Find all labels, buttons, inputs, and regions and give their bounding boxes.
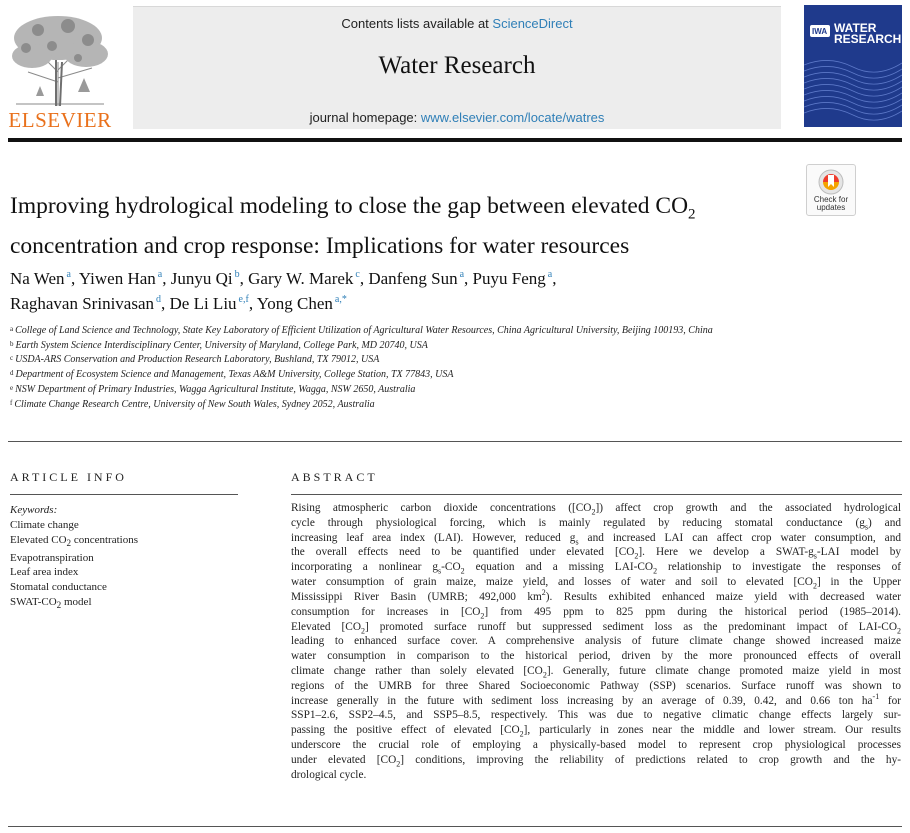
abstract-line: increasing leaf area index (LAI). However, reduced $g_s$ and increased LAI can affect crop water consumption, and [291, 531, 901, 546]
abstract-line: increase generally in the future with sediment loss increasing by an average of 0.39, 0.42, and 0.66 ton $ha^{-1}$ for [291, 691, 901, 707]
affiliation-key: c [10, 354, 14, 363]
check-for-updates-button[interactable] [806, 164, 856, 216]
affiliation-text: NSW Department of Primary Industries, Wagga Agricultural Institute, Wagga, NSW 2650, Australia [15, 383, 416, 395]
author-affiliation-mark[interactable]: b [234, 269, 240, 280]
author-affiliation-mark[interactable]: a [547, 269, 553, 280]
keyword-item[interactable]: Leaf area index [10, 566, 79, 579]
author-affiliation-mark[interactable]: e,f [238, 294, 249, 305]
author-list: Na Wen $^a$, Yiwen Han $^a$, Junyu Qi $^b$, Gary W. Marek $^c$, Danfeng Sun $^a$, Puyu Feng $^a$, Raghavan Srinivasan $^d$, De Li Liu $^{e,f}$, Yong Chen $^{a,*}$ [10, 269, 557, 313]
keyword-item[interactable]: Elevated $CO_2$ concentrations [10, 533, 138, 548]
abstract-line: leading to enhanced surface cover. A comprehensive analysis of future climate change showed increased maize [291, 635, 901, 648]
abstract-line: SSP1–2.6, SSP2–4.5, and SSP5–8.5, respectively. This was due to negative climatic change effects largely sur- [291, 709, 901, 722]
author-name[interactable]: Junyu Qi [170, 269, 233, 288]
abstract-line: consumption for increases in $[CO_2]$ from 495 ppm to 825 ppm during the historical period (1985–2014). [291, 605, 901, 620]
author-name[interactable]: De Li Liu [169, 294, 237, 313]
abstract-line: passing the positive effect of elevated $[CO_2]$, particularly in zones near the middle and lower stream. Our results [291, 724, 902, 739]
abstract-line: Mississippi River Basin (UMRB; 492,000 $km^2$). Results exhibited enhanced maize yield with decreased water [291, 588, 901, 603]
homepage-line [133, 110, 781, 125]
crossmark-line2: updates [816, 203, 846, 212]
author-affiliation-mark[interactable]: c [355, 269, 360, 280]
affiliation-item [10, 368, 880, 383]
crossmark-label [807, 196, 855, 212]
affiliation-list [10, 324, 880, 412]
contents-line [133, 16, 781, 31]
author-name[interactable]: Danfeng Sun [368, 269, 458, 288]
author-affiliation-mark[interactable]: a [157, 269, 163, 280]
abstract-line: incorporating a nonlinear $g_s-CO_2$ equation and a missing LAI-$CO_2$ relationship to investigate the responses of [291, 561, 901, 576]
abstract-line: cycle through physiological forcing, which is mainly regulated by reducing stomatal conductance $(g_s)$ and [291, 516, 901, 532]
keyword-item[interactable]: Stomatal conductance [10, 581, 107, 594]
keywords-block [10, 503, 240, 613]
abstract-heading: ABSTRACT [291, 470, 378, 484]
crossmark-icon [807, 167, 855, 197]
affiliation-key: b [10, 339, 14, 348]
keyword-item[interactable]: Climate change [10, 518, 79, 531]
abstract-line: drological cycle. [291, 768, 367, 781]
abstract-line: under elevated $[CO_2]$ conditions, improving the reliability of predictions related to crop growth and the hy- [291, 753, 901, 769]
contents-prefix: Contents lists available at [341, 16, 493, 31]
abstract-line: underscore the crucial role of employing a physically-based model to represent crop physiological processes [291, 739, 901, 751]
affiliation-item [10, 339, 880, 354]
abstract-text [291, 501, 901, 782]
journal-cover-image [804, 5, 902, 127]
affiliation-text: College of Land Science and Technology, State Key Laboratory of Efficient Utilization of Agricultural Water Resources, China Agricultural University, Beijing 100193, China [15, 325, 713, 336]
homepage-prefix: journal homepage: [309, 110, 421, 125]
bottom-divider [8, 826, 902, 827]
author-name[interactable]: Raghavan Srinivasan [10, 294, 154, 313]
author-affiliation-mark[interactable]: a [459, 269, 465, 280]
affiliation-item [10, 383, 880, 398]
abstract-line: regions of the UMRB for three Shared Socioeconomic Pathway (SSP) scenarios. Surface runoff was shown to [291, 679, 901, 692]
keywords-label: Keywords: [10, 504, 58, 516]
author-name[interactable]: Yong Chen [256, 294, 333, 313]
author-name[interactable]: Gary W. Marek [248, 269, 354, 288]
affiliation-item [10, 353, 880, 368]
author-name[interactable]: Puyu Feng [472, 269, 546, 288]
affiliation-key: d [10, 369, 14, 378]
abstract-line: water consumption in comparison to the historical period, driven by the more pronounced effects of overall [291, 650, 901, 663]
author-affiliation-mark[interactable]: a [66, 269, 71, 280]
affiliation-key: a [10, 325, 14, 333]
article-title-part1: Improving hydrological modeling to close the gap between elevated CO [10, 193, 689, 219]
abstract-line: Rising atmospheric carbon dioxide concentrations $([CO_2])$ affect crop growth and the associated hydrological [291, 502, 901, 517]
affiliation-key: e [10, 383, 14, 392]
cover-title [834, 23, 901, 45]
cover-badge: IWA [812, 27, 828, 36]
crossmark-line1: Check for [813, 195, 849, 204]
author-affiliation-mark[interactable]: d [156, 294, 161, 305]
abstract-line: the overall effects need to be quantified under elevated $[CO_2]$. Here we develop a SWAT-$g_s$-LAI model by [291, 546, 901, 561]
abstract-line: climate change rather than solely elevated $[CO_2]$. Generally, future climate change promoted maize yield in most [291, 664, 901, 680]
author-name[interactable]: Yiwen Han [78, 269, 156, 288]
article-title [10, 191, 790, 262]
abstract-line: water consumption of grain maize, maize yield, and losses of water and soil to elevated $[CO_2]$ in the Upper [291, 576, 901, 591]
affiliation-text: Department of Ecosystem Science and Management, Texas A&M University, College Station, TX 77843, USA [15, 369, 454, 381]
journal-title: Water Research [378, 52, 536, 79]
article-title-part2: concentration and crop response: Implications for water resources [10, 232, 630, 259]
affiliation-key: f [10, 398, 13, 407]
publisher-name: ELSEVIER [8, 108, 112, 132]
article-info-heading: ARTICLE INFO [10, 470, 127, 484]
article-title-subscript: 2 [688, 206, 696, 223]
cover-title-line1: WATER [834, 21, 877, 35]
affiliation-item [10, 398, 880, 413]
keyword-item[interactable]: SWAT-$CO_2$ model [10, 595, 92, 611]
article-info-divider [10, 494, 238, 495]
cover-title-line2: RESEARCH [834, 32, 902, 46]
affiliation-text: USDA-ARS Conservation and Production Research Laboratory, Bushland, TX 79012, USA [15, 354, 380, 366]
header-divider [8, 138, 902, 142]
author-affiliation-mark[interactable]: a,* [334, 294, 347, 305]
affiliation-item [10, 324, 880, 339]
affiliation-text: Earth System Science Interdisciplinary Center, University of Maryland, College Park, MD 20740, USA [15, 339, 428, 351]
affiliations-divider [8, 441, 902, 442]
homepage-link[interactable]: www.elsevier.com/locate/watres [420, 110, 605, 125]
keyword-item[interactable]: Evapotranspiration [10, 551, 94, 564]
keywords-list [10, 518, 240, 613]
sciencedirect-link[interactable]: ScienceDirect [492, 16, 573, 31]
abstract-divider [291, 494, 902, 495]
abstract-line: Elevated $[CO_2]$ promoted surface runoff but suppressed sediment loss as the predominant impact of LAI-$CO_2$ [291, 620, 902, 635]
affiliation-text: Climate Change Research Centre, University of New South Wales, Sydney 2052, Australia [14, 398, 375, 410]
author-name[interactable]: Na Wen [10, 269, 65, 288]
